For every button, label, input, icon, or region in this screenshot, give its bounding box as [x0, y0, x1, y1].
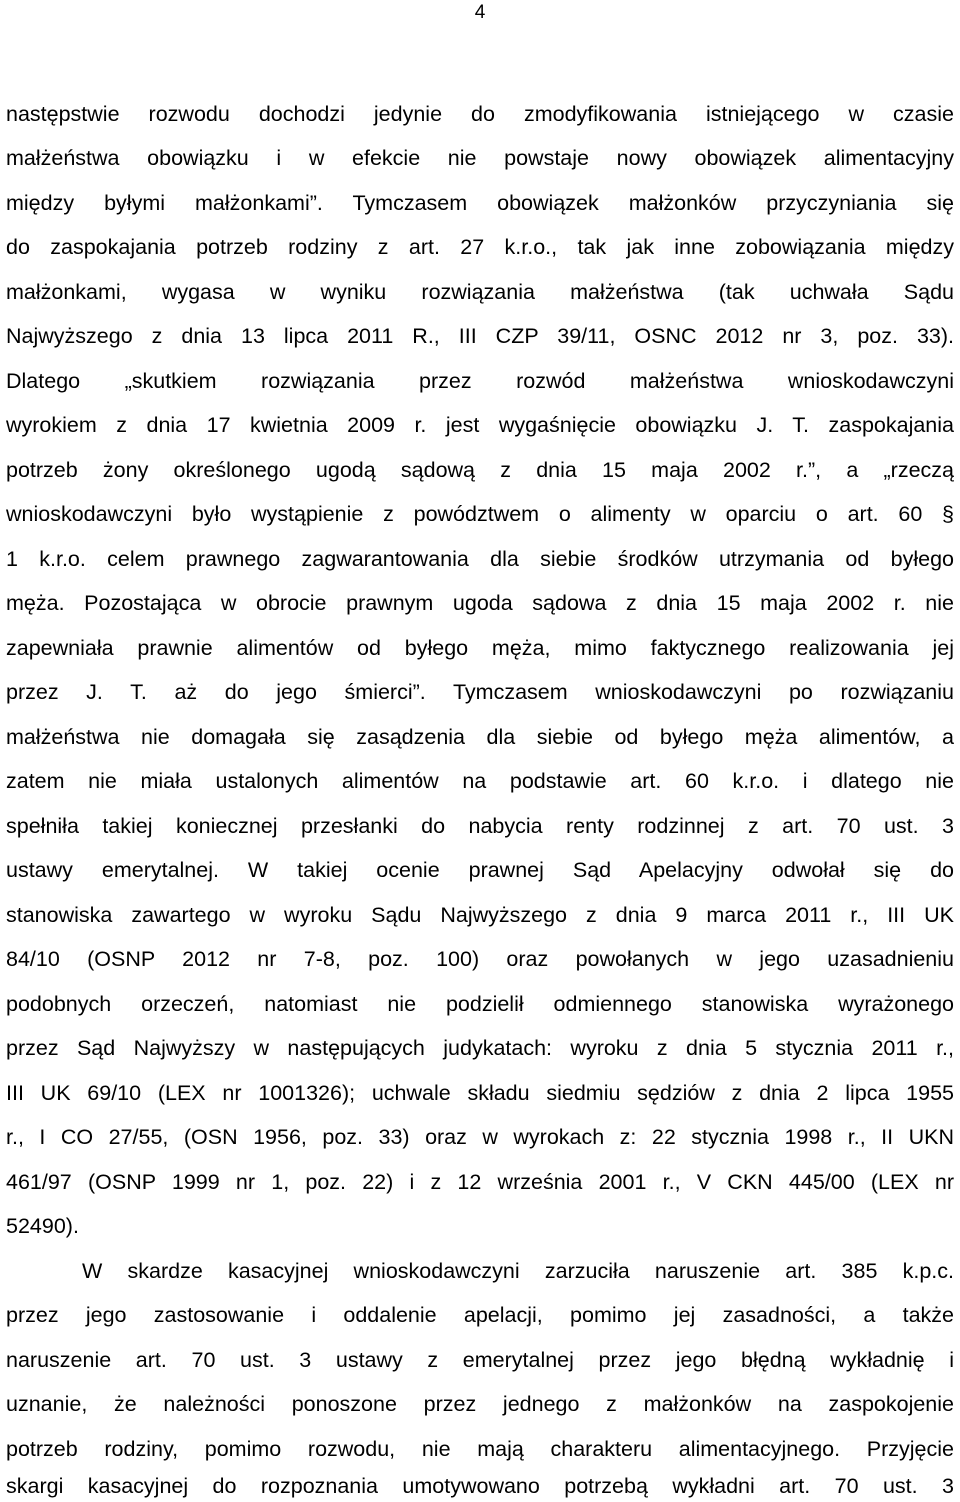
text-line: Dlatego „skutkiem rozwiązania przez rozwód małżeństwa wnioskodawczyni — [6, 369, 954, 393]
text-line: do zaspokajania potrzeb rodziny z art. 27 k.r.o., tak jak inne zobowiązania między — [6, 235, 954, 259]
text-line: małżonkami, wygasa w wyniku rozwiązania małżeństwa (tak uchwała Sądu — [6, 280, 954, 304]
text-line: r., I CO 27/55, (OSN 1956, poz. 33) oraz w wyrokach z: 22 stycznia 1998 r., II UKN — [6, 1125, 954, 1149]
text-line: podobnych orzeczeń, natomiast nie podzielił odmiennego stanowiska wyrażonego — [6, 992, 954, 1016]
text-line: przez J. T. aż do jego śmierci”. Tymczasem wnioskodawczyni po rozwiązaniu — [6, 680, 954, 704]
text-line: zapewniała prawnie alimentów od byłego męża, mimo faktycznego realizowania jej — [6, 636, 954, 660]
text-line: spełniła takiej koniecznej przesłanki do nabycia renty rodzinnej z art. 70 ust. 3 — [6, 814, 954, 838]
text-line: przez Sąd Najwyższy w następujących judykatach: wyroku z dnia 5 stycznia 2011 r., — [6, 1036, 954, 1060]
page-number: 4 — [474, 2, 486, 23]
text-line: zatem nie miała ustalonych alimentów na podstawie art. 60 k.r.o. i dlatego nie — [6, 769, 954, 793]
paragraph-first-line: W skardze kasacyjnej wnioskodawczyni zarzuciła naruszenie art. 385 k.p.c. — [82, 1259, 954, 1283]
text-line: ustawy emerytalnej. W takiej ocenie prawnej Sąd Apelacyjny odwołał się do — [6, 858, 954, 882]
text-line: uznanie, że należności ponoszone przez jednego z małżonków na zaspokojenie — [6, 1392, 954, 1416]
text-line: przez jego zastosowanie i oddalenie apelacji, pomimo jej zasadności, a także — [6, 1303, 954, 1327]
text-line: męża. Pozostająca w obrocie prawnym ugoda sądowa z dnia 15 maja 2002 r. nie — [6, 591, 954, 615]
text-line: 461/97 (OSNP 1999 nr 1, poz. 22) i z 12 września 2001 r., V CKN 445/00 (LEX nr — [6, 1170, 954, 1194]
text-line: następstwie rozwodu dochodzi jedynie do zmodyfikowania istniejącego w czasie — [6, 102, 954, 126]
text-line: naruszenie art. 70 ust. 3 ustawy z emerytalnej przez jego błędną wykładnię i — [6, 1348, 954, 1372]
text-line: 52490). — [6, 1214, 79, 1238]
text-line: małżeństwa nie domagała się zasądzenia dla siebie od byłego męża alimentów, a — [6, 725, 954, 749]
text-line: małżeństwa obowiązku i w efekcie nie powstaje nowy obowiązek alimentacyjny — [6, 146, 954, 170]
text-line: III UK 69/10 (LEX nr 1001326); uchwale składu siedmiu sędziów z dnia 2 lipca 1955 — [6, 1081, 954, 1105]
text-line: skargi kasacyjnej do rozpoznania umotywowano potrzebą wykładni art. 70 ust. 3 — [6, 1474, 954, 1498]
text-line: wyrokiem z dnia 17 kwietnia 2009 r. jest wygaśnięcie obowiązku J. T. zaspokajania — [6, 413, 954, 437]
text-line: potrzeb żony określonego ugodą sądową z dnia 15 maja 2002 r.”, a „rzeczą — [6, 458, 954, 482]
text-line: stanowiska zawartego w wyroku Sądu Najwyższego z dnia 9 marca 2011 r., III UK — [6, 903, 954, 927]
text-line: między byłymi małżonkami”. Tymczasem obowiązek małżonków przyczyniania się — [6, 191, 954, 215]
text-line: 84/10 (OSNP 2012 nr 7-8, poz. 100) oraz powołanych w jego uzasadnieniu — [6, 947, 954, 971]
text-line: Najwyższego z dnia 13 lipca 2011 R., III CZP 39/11, OSNC 2012 nr 3, poz. 33). — [6, 324, 954, 348]
text-line: 1 k.r.o. celem prawnego zagwarantowania dla siebie środków utrzymania od byłego — [6, 547, 954, 571]
text-line: potrzeb rodziny, pomimo rozwodu, nie mają charakteru alimentacyjnego. Przyjęcie — [6, 1437, 954, 1461]
text-line: wnioskodawczyni było wystąpienie z powództwem o alimenty w oparciu o art. 60 § — [6, 502, 954, 526]
